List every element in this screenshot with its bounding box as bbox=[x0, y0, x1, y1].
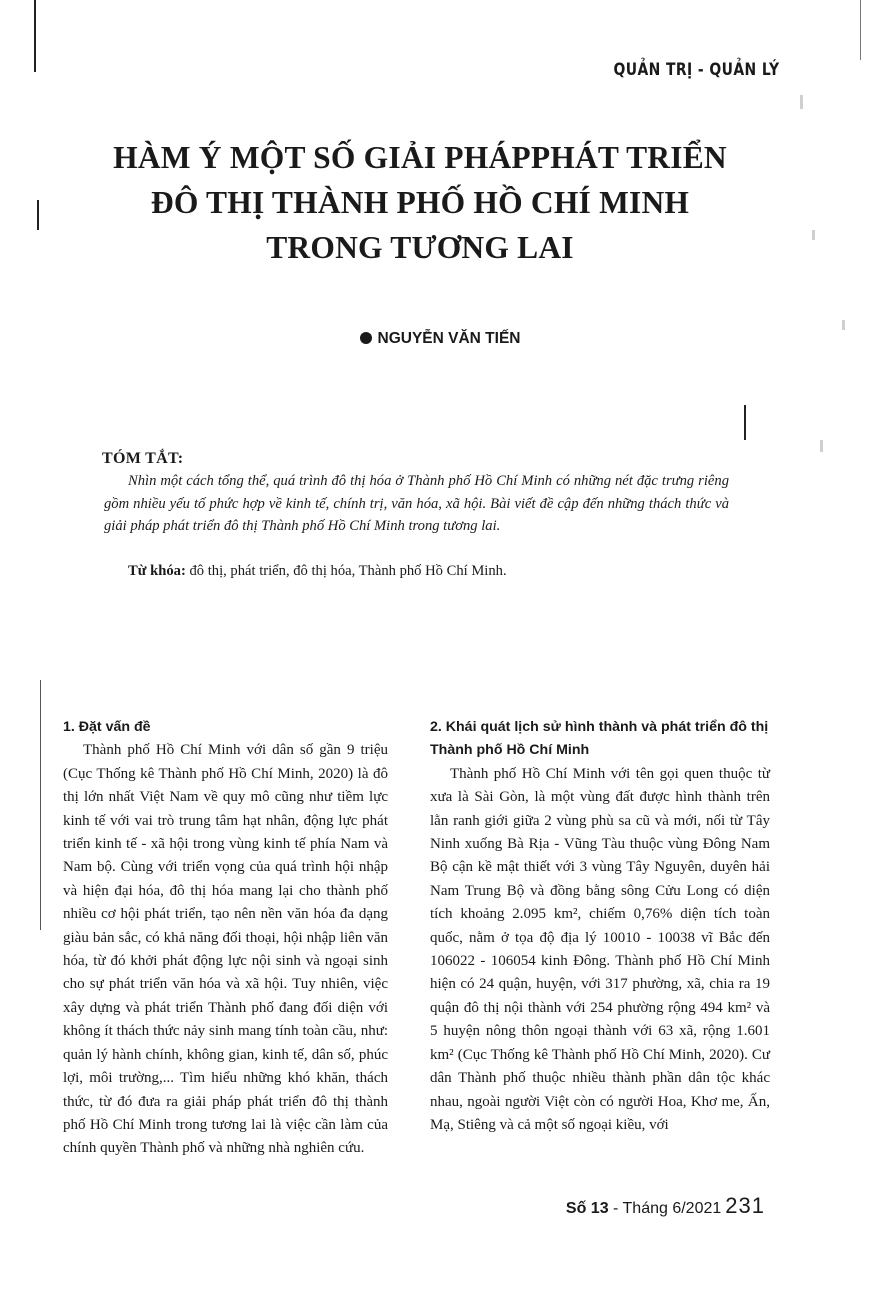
abstract-body bbox=[104, 470, 729, 538]
scan-speck bbox=[820, 440, 823, 452]
title-line-3: TRONG TƯƠNG LAI bbox=[266, 230, 574, 265]
column-left bbox=[63, 716, 388, 1161]
scan-speck bbox=[812, 230, 815, 240]
margin-rule-left bbox=[37, 200, 39, 230]
scan-speck bbox=[800, 95, 803, 109]
bullet-icon bbox=[360, 332, 372, 344]
column-right bbox=[430, 716, 770, 1137]
title-line-1: HÀM Ý MỘT SỐ GIẢI PHÁPPHÁT TRIỂN bbox=[113, 140, 727, 175]
margin-rule-left-lower bbox=[40, 680, 41, 930]
article-title bbox=[60, 135, 780, 270]
title-line-2: ĐÔ THỊ THÀNH PHỐ HỒ CHÍ MINH bbox=[150, 185, 690, 220]
scan-speck bbox=[842, 320, 845, 330]
keywords-line bbox=[104, 560, 729, 583]
section-2-heading: 2. Khái quát lịch sử hình thành và phát triển đô thị Thành phố Hồ Chí Minh bbox=[430, 719, 769, 759]
keywords-text: đô thị, phát triển, đô thị hóa, Thành phố Hồ Chí Minh. bbox=[189, 563, 507, 579]
keywords-label: Từ khóa: bbox=[128, 563, 186, 579]
abstract-text: Nhìn một cách tổng thể, quá trình đô thị hóa ở Thành phố Hồ Chí Minh có những nét đặc trưng riêng gồm nhiều yếu tố phức hợp về kinh tế, chính trị, văn hóa, xã hội. Bài viết đề cập đến những thách thức và giải pháp phát triển đô thị Thành phố Hồ Chí Minh trong tương lai. bbox=[104, 473, 729, 535]
abstract-heading: TÓM TẮT: bbox=[102, 450, 184, 467]
issue-date: - Tháng 6/2021 bbox=[608, 1200, 722, 1217]
issue-number: Số 13 bbox=[565, 1200, 609, 1217]
section-header: QUẢN TRỊ - QUẢN LÝ bbox=[613, 60, 780, 80]
author-line bbox=[0, 330, 880, 348]
section-1-body: Thành phố Hồ Chí Minh với dân số gần 9 triệu (Cục Thống kê Thành phố Hồ Chí Minh, 2020) là đô thị lớn nhất Việt Nam về quy mô cũng như tiềm lực kinh tế với vai trò trung tâm hạt nhân, động lực phát triển kinh tế - xã hội trong vùng kinh tế phía Nam và Nam bộ. Cùng với triển vọng của quá trình hội nhập và hiện đại hóa, đô thị hóa mang lại cho thành phố nhiều cơ hội phát triển, tạo nên nền văn hóa đa dạng giàu bản sắc, có khả năng đối thoại, hội nhập liên văn hóa, từ đó khởi phát động lực nội sinh và ngoại sinh cho sự phát triển văn hóa và xã hội. Tuy nhiên, việc xây dựng và phát triển Thành phố đang đối diện với không ít thách thức nảy sinh mang tính toàn cầu, như: quản lý hành chính, không gian, kinh tế, dân số, phúc lợi, môi trường,... Tìm hiểu những khó khăn, thách thức, từ đó đưa ra giải pháp phát triển đô thị thành phố Hồ Chí Minh trong tương lai là việc cần làm của chính quyền Thành phố và những nhà nghiên cứu. bbox=[63, 742, 388, 1157]
section-1-heading: 1. Đặt vấn đề bbox=[63, 719, 151, 735]
page-number: 231 bbox=[725, 1193, 765, 1218]
page-footer bbox=[566, 1193, 765, 1219]
margin-rule-right bbox=[744, 405, 746, 440]
margin-rule-top-right bbox=[860, 0, 861, 60]
author-name: NGUYỄN VĂN TIẾN bbox=[377, 330, 521, 347]
section-2-body: Thành phố Hồ Chí Minh với tên gọi quen thuộc từ xưa là Sài Gòn, là một vùng đất được hình thành trên lằn ranh giới giữa 2 vùng phù sa cũ và mới, nối từ Tây Ninh xuống Bà Rịa - Vũng Tàu thuộc vùng Đông Nam Bộ cận kề mật thiết với 3 vùng Tây Nguyên, duyên hải Nam Trung Bộ và đồng bằng sông Cửu Long có diện tích khoảng 2.095 km², chiếm 0,76% diện tích toàn quốc, nằm ở tọa độ địa lý 10010 - 10038 vĩ Bắc đến 106022 - 106054 kinh Đông. Thành phố Hồ Chí Minh hiện có 24 quận, huyện, với 317 phường, xã, chia ra 19 quận đô thị nội thành với 254 phường rộng 494 km² và 5 huyện nông thôn ngoại thành với 63 xã, rộng 1.601 km² (Cục Thống kê Thành phố Hồ Chí Minh, 2020). Cư dân Thành phố thuộc nhiều thành phần dân tộc khác nhau, ngoài người Việt còn có người Hoa, Khơ me, Ấn, Mạ, Stiêng và cả một số ngoại kiều, với bbox=[430, 765, 770, 1133]
margin-rule-top bbox=[34, 0, 36, 72]
